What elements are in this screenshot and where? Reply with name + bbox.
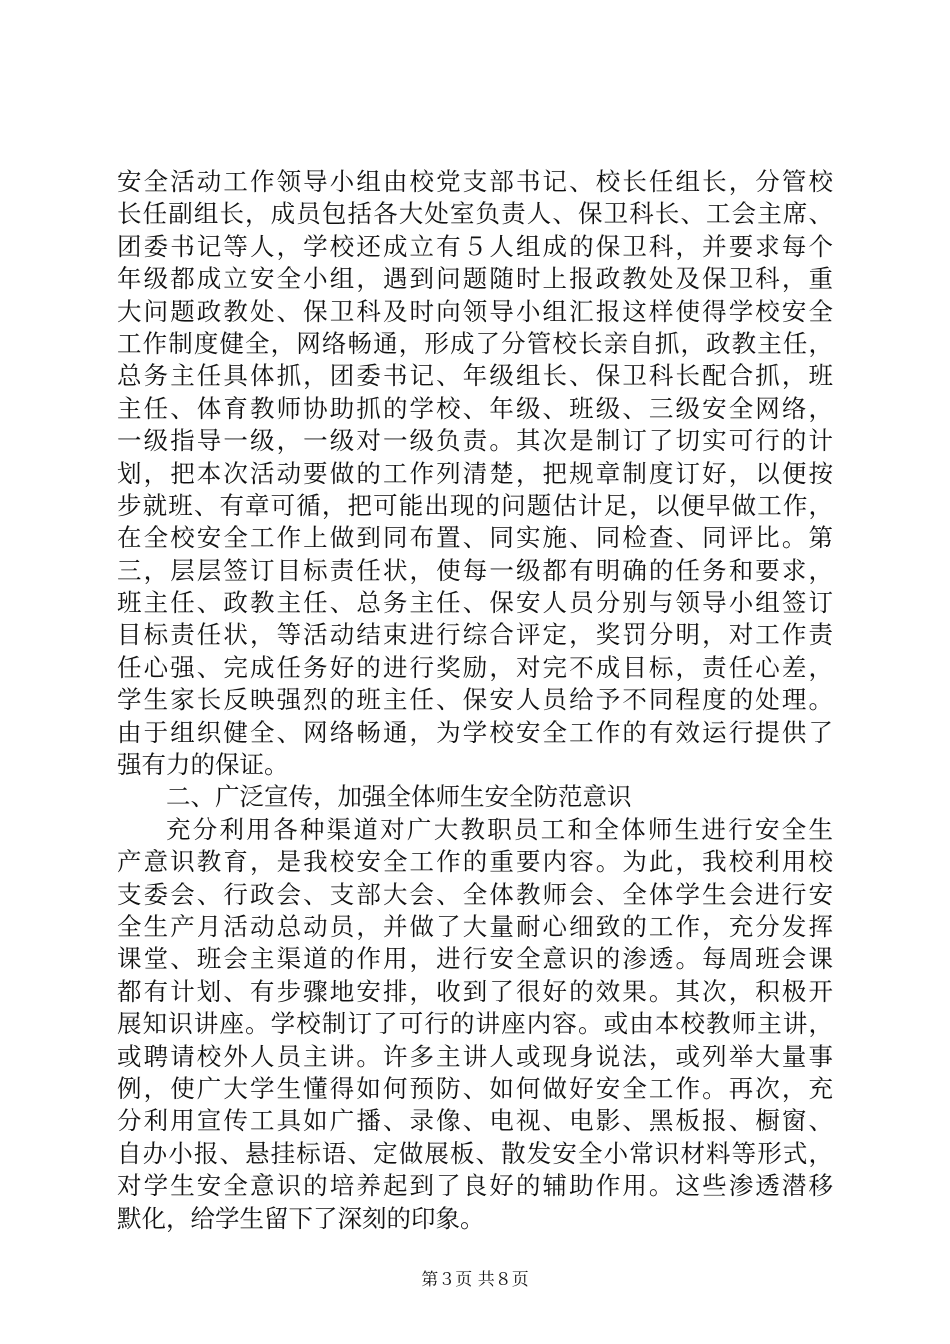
text-line: 团委书记等人，学校还成立有５人组成的保卫科，并要求每个 — [117, 231, 833, 261]
text-line: 任心强、完成任务好的进行奖励，对完不成目标，责任心差， — [117, 652, 833, 682]
text-line: 大问题政教处、保卫科及时向领导小组汇报这样使得学校安全 — [117, 296, 833, 326]
text-line: 主任、体育教师协助抓的学校、年级、班级、三级安全网络， — [117, 393, 833, 423]
text-line: 课堂、班会主渠道的作用，进行安全意识的渗透。每周班会课 — [117, 944, 833, 974]
text-line: 或聘请校外人员主讲。许多主讲人或现身说法，或列举大量事 — [117, 1041, 833, 1071]
text-line: 支委会、行政会、支部大会、全体教师会、全体学生会进行安 — [117, 879, 833, 909]
text-line: 安全活动工作领导小组由校党支部书记、校长任组长，分管校 — [117, 167, 833, 196]
text-line: 工作制度健全，网络畅通，形成了分管校长亲自抓，政教主任， — [117, 328, 833, 358]
text-line: 由于组织健全、网络畅通，为学校安全工作的有效运行提供了 — [117, 717, 833, 747]
text-line: 产意识教育，是我校安全工作的重要内容。为此，我校利用校 — [117, 847, 833, 877]
document-body — [117, 166, 833, 1235]
text-line: 长任副组长，成员包括各大处室负责人、保卫科长、工会主席、 — [117, 199, 833, 229]
text-line: 一级指导一级，一级对一级负责。其次是制订了切实可行的计 — [117, 426, 833, 456]
text-line: 充分利用各种渠道对广大教职员工和全体师生进行安全生 — [166, 814, 833, 844]
text-line: 三，层层签订目标责任状，使每一级都有明确的任务和要求， — [117, 555, 833, 585]
text-line: 全生产月活动总动员，并做了大量耐心细致的工作，充分发挥 — [117, 911, 833, 941]
text-line: 二、广泛宣传，加强全体师生安全防范意识 — [166, 782, 632, 812]
text-line: 学生家长反映强烈的班主任、保安人员给予不同程度的处理。 — [117, 685, 833, 715]
text-line: 都有计划、有步骤地安排，收到了很好的效果。其次，积极开 — [117, 976, 833, 1006]
text-line: 强有力的保证。 — [117, 750, 289, 780]
text-line: 步就班、有章可循，把可能出现的问题估计足，以便早做工作， — [117, 490, 833, 520]
text-line: 例，使广大学生懂得如何预防、如何做好安全工作。再次，充 — [117, 1073, 833, 1103]
text-line: 班主任、政教主任、总务主任、保安人员分别与领导小组签订 — [117, 588, 833, 618]
text-line: 划，把本次活动要做的工作列清楚，把规章制度订好，以便按 — [117, 458, 833, 488]
text-line: 对学生安全意识的培养起到了良好的辅助作用。这些渗透潜移 — [117, 1171, 833, 1201]
text-line: 自办小报、悬挂标语、定做展板、散发安全小常识材料等形式， — [117, 1138, 833, 1168]
page-number-footer: 第３页 共８页 — [421, 1270, 529, 1290]
text-line: 目标责任状，等活动结束进行综合评定，奖罚分明，对工作责 — [117, 620, 833, 650]
text-line: 默化，给学生留下了深刻的印象。 — [117, 1203, 485, 1233]
text-line: 分利用宣传工具如广播、录像、电视、电影、黑板报、橱窗、 — [117, 1106, 833, 1136]
text-line: 展知识讲座。学校制订了可行的讲座内容。或由本校教师主讲， — [117, 1009, 833, 1039]
text-line: 年级都成立安全小组，遇到问题随时上报政教处及保卫科，重 — [117, 264, 833, 294]
text-line: 在全校安全工作上做到同布置、同实施、同检查、同评比。第 — [117, 523, 833, 553]
text-line: 总务主任具体抓，团委书记、年级组长、保卫科长配合抓，班 — [117, 361, 833, 391]
